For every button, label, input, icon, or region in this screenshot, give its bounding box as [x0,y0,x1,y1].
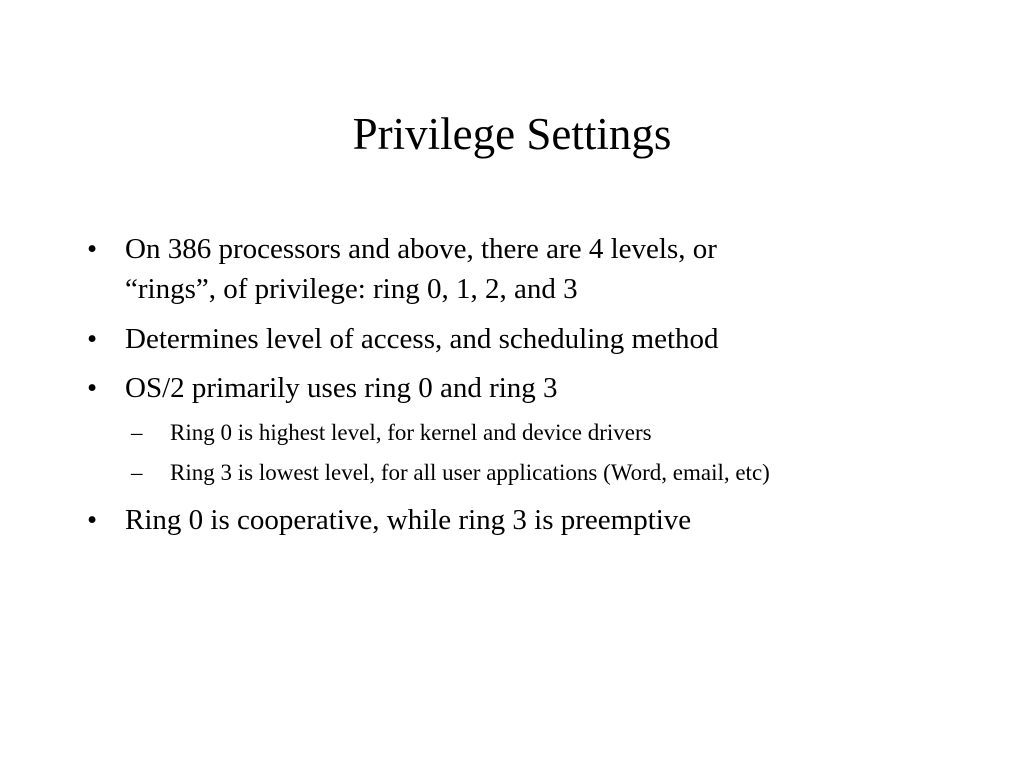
dash-icon: – [131,460,143,485]
slide-title: Privilege Settings [352,109,672,159]
bullet-text-line: “rings”, of privilege: ring 0, 1, 2, and 3 [125,273,578,305]
bullet-icon: • [87,233,98,265]
bullet-icon: • [87,372,98,404]
dash-icon: – [131,420,143,445]
bullet-icon: • [87,504,98,536]
sub-bullet-text: Ring 3 is lowest level, for all user applications (Word, email, etc) [170,460,770,485]
bullet-text-line: On 386 processors and above, there are 4 levels, or [125,233,717,265]
bullet-text: OS/2 primarily uses ring 0 and ring 3 [125,372,558,404]
sub-bullet-text: Ring 0 is highest level, for kernel and device drivers [170,420,652,445]
bullet-text: Ring 0 is cooperative, while ring 3 is preemptive [125,504,692,536]
bullet-text: Determines level of access, and scheduling method [125,323,719,355]
bullet-icon: • [87,323,98,355]
